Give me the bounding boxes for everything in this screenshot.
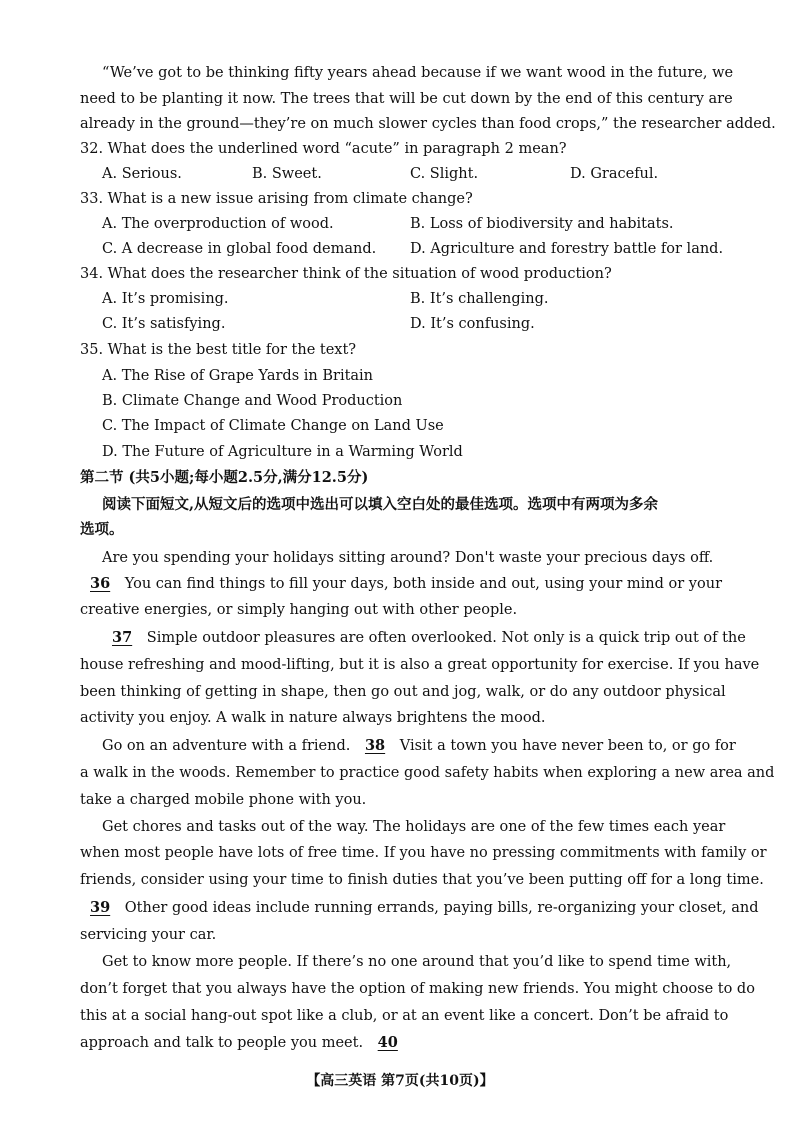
- option-b[interactable]: B. Sweet.: [252, 166, 322, 182]
- option-c[interactable]: C. Slight.: [410, 166, 479, 182]
- blank-39[interactable]: 39: [90, 899, 111, 916]
- passage-line: this at a social hang-out spot like a club, or at an event like a concert. Don’t be afraid to: [80, 1008, 729, 1024]
- option-c[interactable]: C. The Impact of Climate Change on Land Use: [102, 418, 444, 434]
- passage-line: 36 You can find things to fill your days, both inside and out, using your mind or your: [80, 574, 740, 594]
- blank-36[interactable]: 36: [90, 575, 111, 592]
- passage-line: Are you spending your holidays sitting around? Don't waste your precious days off.: [102, 550, 714, 566]
- passage-line: servicing your car.: [80, 927, 217, 943]
- option-d[interactable]: D. The Future of Agriculture in a Warming World: [102, 444, 463, 460]
- question-33-stem: 33. What is a new issue arising from climate change?: [80, 191, 473, 207]
- passage-line: Get chores and tasks out of the way. The holidays are one of the few times each year: [102, 819, 726, 835]
- question-32-stem: 32. What does the underlined word “acute” in paragraph 2 mean?: [80, 141, 567, 157]
- question-35-stem: 35. What is the best title for the text?: [80, 342, 357, 358]
- passage-line: Get to know more people. If there’s no one around that you’d like to spend time with,: [102, 954, 732, 970]
- section-instruction: 阅读下面短文,从短文后的选项中选出可以填入空白处的最佳选项。选项中有两项为多余: [102, 496, 659, 513]
- page-footer: 【高三英语 第7页(共10页)】: [306, 1073, 494, 1089]
- option-a[interactable]: A. It’s promising.: [102, 291, 229, 307]
- passage-line: don’t forget that you always have the option of making new friends. You might choose to do: [80, 981, 755, 997]
- option-d[interactable]: D. Graceful.: [570, 166, 659, 182]
- passage-line: Go on an adventure with a friend. 38 Visit a town you have never been to, or go for: [102, 737, 736, 754]
- question-34-stem: 34. What does the researcher think of the situation of wood production?: [80, 266, 612, 282]
- option-b[interactable]: B. Climate Change and Wood Production: [102, 393, 403, 409]
- option-a[interactable]: A. The Rise of Grape Yards in Britain: [102, 368, 374, 384]
- paragraph-line: need to be planting it now. The trees that will be cut down by the end of this century are: [80, 91, 733, 107]
- passage-line: 39 Other good ideas include running errands, paying bills, re-organizing your closet, and: [80, 898, 740, 918]
- option-d[interactable]: D. It’s confusing.: [410, 316, 535, 332]
- option-b[interactable]: B. It’s challenging.: [410, 291, 549, 307]
- blank-37[interactable]: 37: [112, 629, 133, 646]
- option-a[interactable]: A. Serious.: [102, 166, 182, 182]
- passage-line: approach and talk to people you meet. 40: [80, 1033, 740, 1053]
- option-c[interactable]: C. A decrease in global food demand.: [102, 241, 377, 257]
- blank-38[interactable]: 38: [364, 737, 386, 754]
- option-c[interactable]: C. It’s satisfying.: [102, 316, 226, 332]
- passage-line: 37 Simple outdoor pleasures are often overlooked. Not only is a quick trip out of the: [102, 628, 762, 648]
- section-header: 第二节 (共5小题;每小题2.5分,满分12.5分): [80, 469, 369, 486]
- passage-line: when most people have lots of free time. If you have no pressing commitments with family or: [80, 845, 767, 861]
- option-d[interactable]: D. Agriculture and forestry battle for land.: [410, 241, 724, 257]
- passage-line: been thinking of getting in shape, then go out and jog, walk, or do any outdoor physical: [80, 684, 726, 700]
- paragraph-line: “We’ve got to be thinking fifty years ahead because if we want wood in the future, we: [102, 65, 734, 81]
- blank-40[interactable]: 40: [377, 1034, 398, 1051]
- passage-line: a walk in the woods. Remember to practice good safety habits when exploring a new area and: [80, 765, 775, 781]
- passage-line: activity you enjoy. A walk in nature always brightens the mood.: [80, 710, 546, 726]
- passage-line: take a charged mobile phone with you.: [80, 792, 367, 808]
- passage-line: creative energies, or simply hanging out with other people.: [80, 602, 518, 618]
- paragraph-line: already in the ground—they’re on much slower cycles than food crops,” the researcher added.: [80, 116, 776, 132]
- passage-line: house refreshing and mood-lifting, but it is also a great opportunity for exercise. If you have: [80, 657, 760, 673]
- option-a[interactable]: A. The overproduction of wood.: [102, 216, 334, 232]
- section-instruction: 选项。: [80, 521, 124, 538]
- option-b[interactable]: B. Loss of biodiversity and habitats.: [410, 216, 674, 232]
- passage-line: friends, consider using your time to finish duties that you’ve been putting off for a long time.: [80, 872, 764, 888]
